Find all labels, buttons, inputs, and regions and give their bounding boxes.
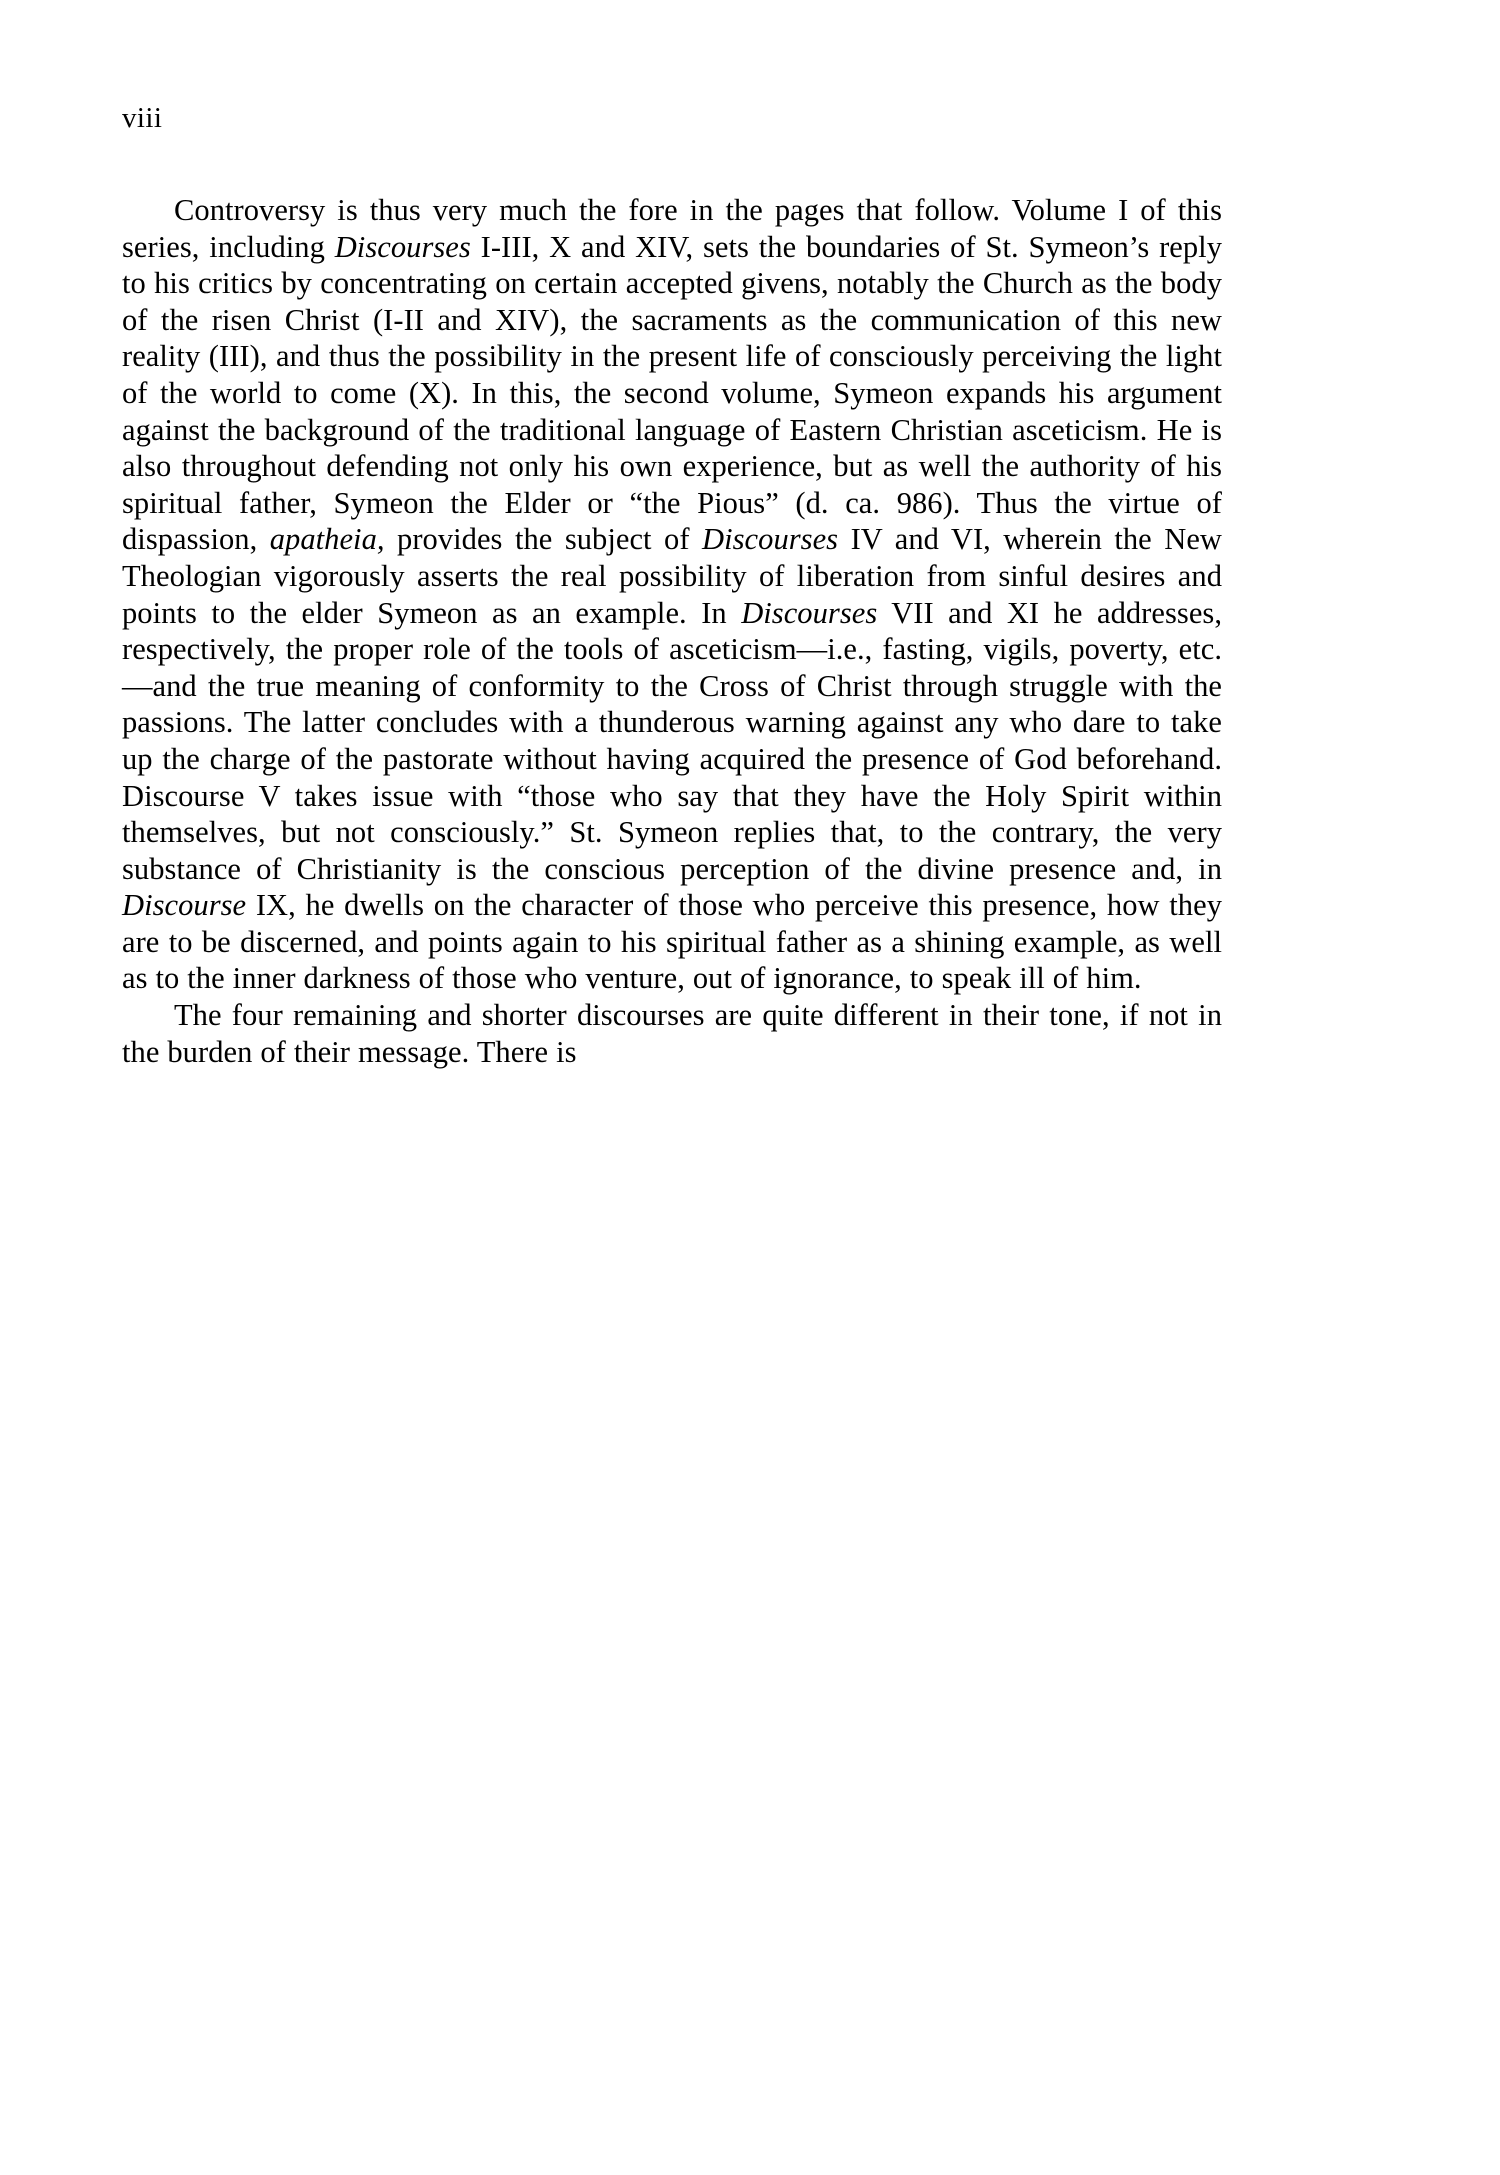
body-paragraph-1: Controversy is thus very much the fore in the pages that follow. Volume I of this series, including Discourses I-III, X and XIV, sets the boundaries of St. Symeon’s reply to his critics by concentrating on certain accepted givens, notably the Church as the body of the risen Christ (I-II and XIV), the sacraments as the communication of this new reality (III), and thus the possibility in the present life of consciously perceiving the light of the world to come (X). In this, the second volume, Symeon expands his argument against the background of the traditional language of Eastern Christian asceticism. He is also throughout defending not only his own experience, but as well the authority of his spiritual father, Symeon the Elder or “the Pious” (d. ca. 986). Thus the virtue of dispassion, apatheia, provides the subject of Discourses IV and VI, wherein the New Theologian vigorously asserts the real possibility of liberation from sinful desires and points to the elder Symeon as an example. In Discourses VII and XI he addresses, respectively, the proper role of the tools of asceticism—i.e., fasting, vigils, poverty, etc.—and the true meaning of conformity to the Cross of Christ through struggle with the passions. The latter concludes with a thunderous warning against any who dare to take up the charge of the pastorate without having acquired the presence of God beforehand. Discourse V takes issue with “those who say that they have the Holy Spirit within themselves, but not consciously.” St. Symeon replies that, to the contrary, the very substance of Christianity is the conscious perception of the divine presence and, in Discourse IX, he dwells on the character of those who perceive this presence, how they are to be discerned, and points again to his spiritual father as a shining example, as well as to the inner darkness of those who venture, out of ignorance, to speak ill of him. [122, 193, 1222, 996]
italic-run: apatheia, [269, 522, 385, 557]
body-paragraph-2: The four remaining and shorter discourses are quite different in their tone, if not in the burden of their message. There is [122, 998, 1222, 1069]
italic-run: Discourses [702, 522, 839, 557]
italic-run: Discourses [334, 229, 471, 264]
italic-run: Discourse [122, 888, 247, 923]
page-number-folio: viii [122, 102, 163, 134]
italic-run: Discourses [741, 595, 878, 630]
text-block [122, 192, 1222, 1070]
